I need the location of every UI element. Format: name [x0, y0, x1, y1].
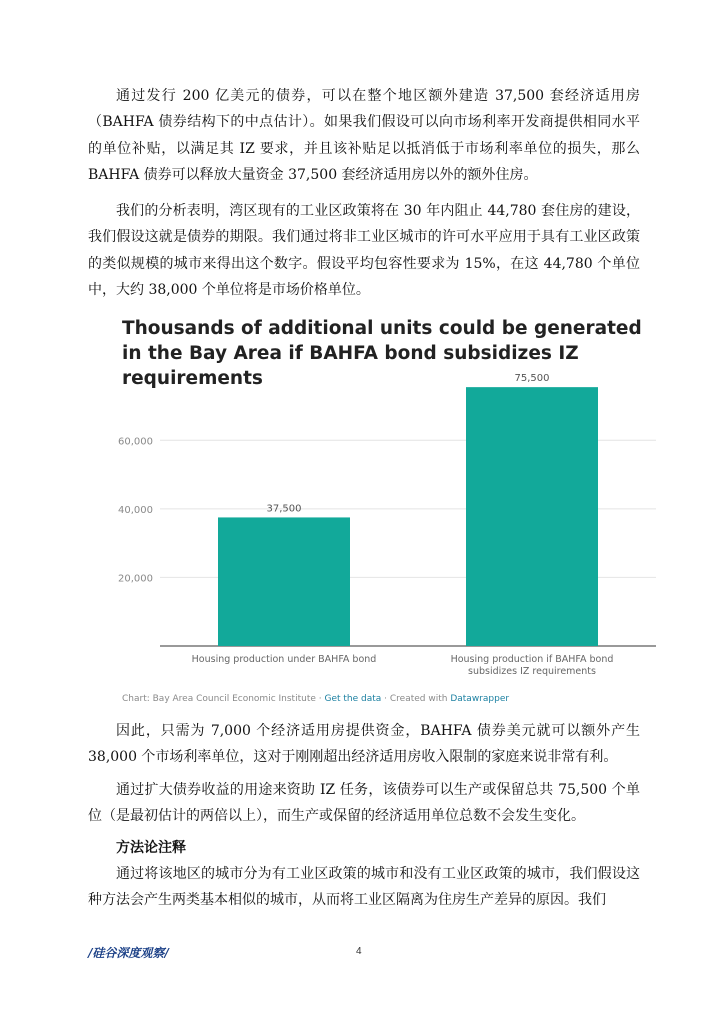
paragraph-methodology: 通过将该地区的城市分为有工业区政策的城市和没有工业区政策的城市，我们假设这种方法会产生两类基本相似的城市，从而将工业区隔离为住房生产差异的原因。我们 [88, 866, 640, 909]
bar-value-label: 75,500 [514, 373, 550, 385]
datawrapper-link[interactable]: Datawrapper [450, 694, 510, 704]
get-data-link[interactable]: Get the data [324, 694, 382, 704]
bar-chart [118, 312, 658, 712]
y-tick-label: 40,000 [118, 504, 153, 516]
y-tick-label: 20,000 [118, 573, 153, 585]
footer-brand: /硅谷深度观察/ [88, 946, 169, 960]
page-number: 4 [356, 946, 362, 957]
chart-source-middle: · Created with [381, 694, 451, 704]
bar-value-label: 37,500 [266, 503, 302, 515]
paragraph-conclusion: 因此，只需为 7,000 个经济适用房提供资金，BAHFA 债券美元就可以额外产生 38,000 个市场利率单位，这对于刚刚超出经济适用房收入限制的家庭来说非常有利。 [88, 723, 640, 766]
bar [466, 387, 598, 646]
paragraph-iz-analysis: 我们的分析表明，湾区现有的工业区政策将在 30 年内阻止 44,780 套住房的建设，我们假设这就是债券的期限。我们通过将非工业区城市的许可水平应用于具有工业区政策的类似规模的城市来得出这个数字。假设平均包容性要求为 15%，在这 44,780 个单位中，大约 38,000 个单位将是市场价格单位。 [88, 203, 640, 298]
paragraph-bond-issuance: 通过发行 200 亿美元的债券，可以在整个地区额外建造 37,500 套经济适用房（BAHFA 债券结构下的中点估计）。如果我们假设可以向市场利率开发商提供相同水平的单位补贴，以满足其 IZ 要求，并且该补贴足以抵消低于市场利率单位的损失，那么 BAHFA 债券可以释放大量资金 37,500 套经济适用房以外的额外住房。 [88, 88, 640, 183]
x-category-label: Housing production if BAHFA bond subsidizes IZ requirements [450, 654, 614, 677]
section-heading-methodology: 方法论注释 [116, 840, 186, 856]
chart-source [122, 694, 509, 704]
paragraph-expansion: 通过扩大债券收益的用途来资助 IZ 任务，该债券可以生产或保留总共 75,500 个单位（是最初估计的两倍以上），而生产或保留的经济适用单位总数不会发生变化。 [88, 782, 640, 825]
chart-source-prefix: Chart: Bay Area Council Economic Institute · [122, 694, 325, 704]
bar [218, 517, 350, 646]
chart-title: Thousands of additional units could be generated in the Bay Area if BAHFA bond subsidizes IZ requirements [122, 318, 642, 389]
y-tick-label: 60,000 [118, 436, 153, 448]
x-category-label: Housing production under BAHFA bond [191, 654, 377, 665]
